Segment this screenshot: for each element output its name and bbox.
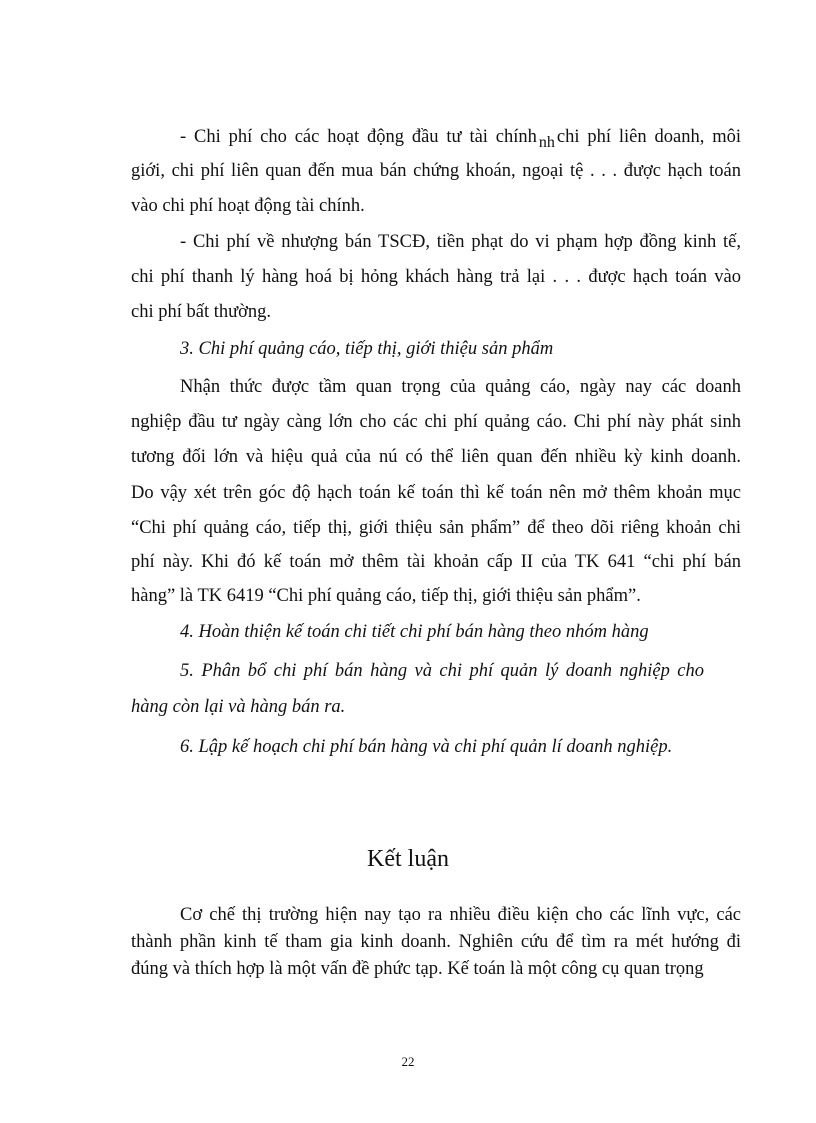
conclusion-line: đúng và thích hợp là một vấn đề phức tạp. Kế toán là một công cụ quan trọng xyxy=(131,959,704,979)
stray-fragment: nh xyxy=(538,134,555,151)
body-line: “Chi phí quảng cáo, tiếp thị, giới thiệu sản phẩm” để theo dõi riêng khoản chi xyxy=(131,518,741,538)
section-heading-5: 5. Phân bổ chi phí bán hàng và chi phí quản lý doanh nghiệp cho xyxy=(180,661,704,681)
section-heading-5-cont: hàng còn lại và hàng bán ra. xyxy=(131,697,346,717)
body-line: - Chi phí về nhượng bán TSCĐ, tiền phạt do vi phạm hợp đồng kinh tế, xyxy=(180,232,741,252)
body-line: chi phí bất thường. xyxy=(131,302,272,322)
conclusion-heading: Kết luận xyxy=(367,846,449,872)
body-line: chi phí thanh lý hàng hoá bị hỏng khách hàng trả lại . . . được hạch toán vào xyxy=(131,267,741,287)
conclusion-line: Cơ chế thị trường hiện nay tạo ra nhiều điều kiện cho các lĩnh vực, các xyxy=(180,905,741,925)
body-line-text: - Chi phí cho các hoạt động đầu tư tài chính xyxy=(180,127,537,147)
body-line xyxy=(180,125,741,150)
body-line-text: chi phí liên doanh, môi xyxy=(556,127,741,147)
body-line: Do vậy xét trên góc độ hạch toán kế toán thì kế toán nên mở thêm khoản mục xyxy=(131,483,741,503)
body-line: vào chi phí hoạt động tài chính. xyxy=(131,196,365,216)
section-heading-6: 6. Lập kế hoạch chi phí bán hàng và chi phí quản lí doanh nghiệp. xyxy=(180,737,673,757)
section-heading-3: 3. Chi phí quảng cáo, tiếp thị, giới thiệu sản phẩm xyxy=(180,339,554,359)
body-line: tương đối lớn và hiệu quả của nú có thể liên quan đến nhiều kỳ kinh doanh. xyxy=(131,447,741,467)
section-heading-4: 4. Hoàn thiện kế toán chi tiết chi phí bán hàng theo nhóm hàng xyxy=(180,622,649,642)
body-line: Nhận thức được tầm quan trọng của quảng cáo, ngày nay các doanh xyxy=(180,377,741,397)
body-line: giới, chi phí liên quan đến mua bán chứng khoán, ngoại tệ . . . được hạch toán xyxy=(131,161,741,181)
body-line: hàng” là TK 6419 “Chi phí quảng cáo, tiếp thị, giới thiệu sản phẩm”. xyxy=(131,586,641,606)
body-line: phí này. Khi đó kế toán mở thêm tài khoản cấp II của TK 641 “chi phí bán xyxy=(131,552,741,572)
conclusion-line: thành phần kinh tế tham gia kinh doanh. Nghiên cứu để tìm ra mét hướng đi xyxy=(131,932,741,952)
page-number: 22 xyxy=(401,1054,415,1069)
body-line: nghiệp đầu tư ngày càng lớn cho các chi phí quảng cáo. Chi phí này phát sinh xyxy=(131,412,741,432)
